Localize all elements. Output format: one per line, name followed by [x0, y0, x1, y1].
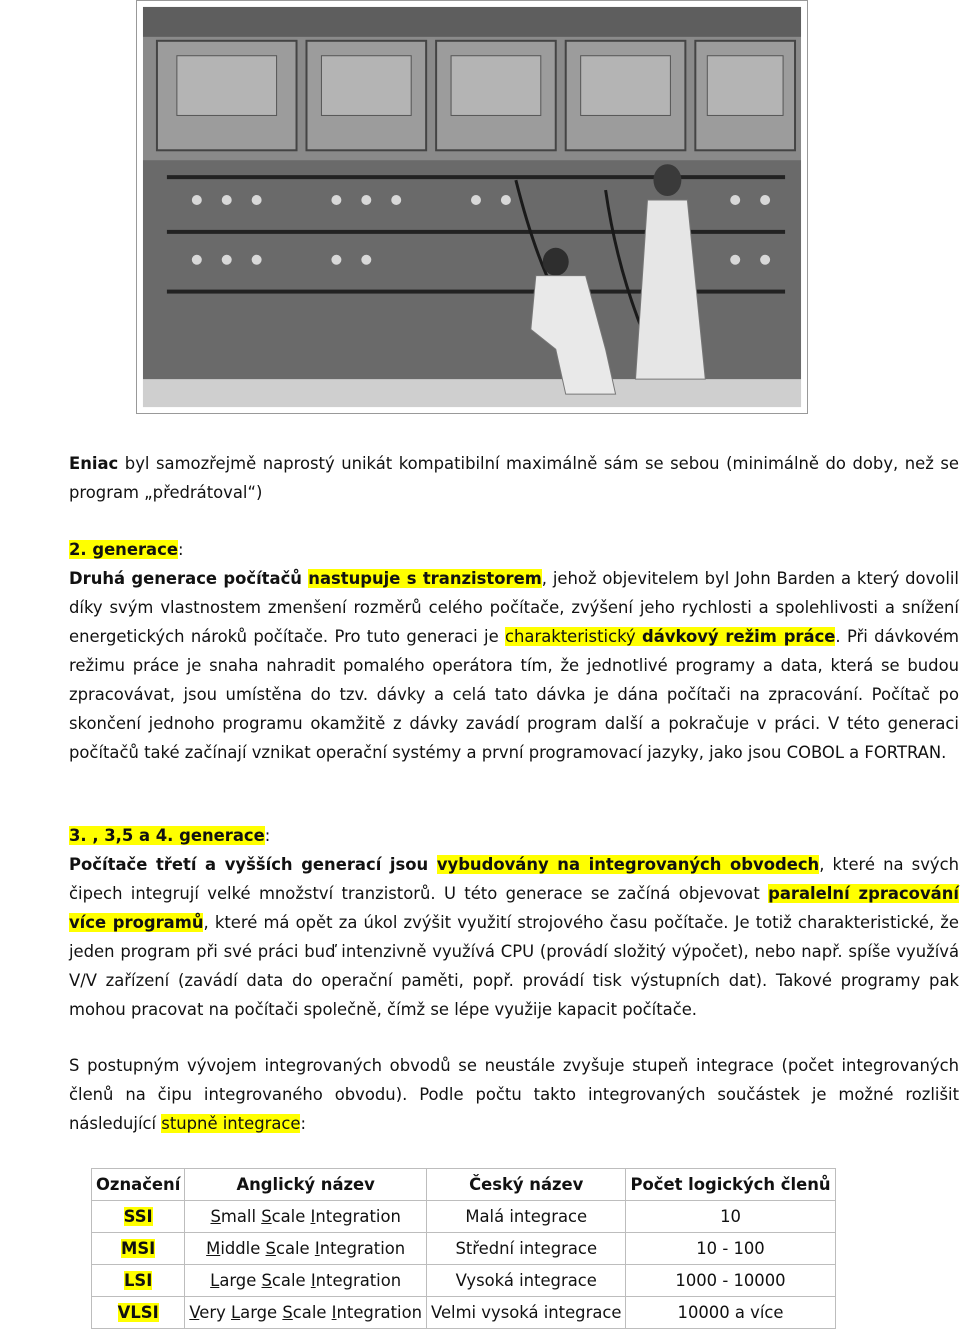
en-word: cale	[292, 1303, 332, 1322]
gen2-paragraph	[69, 564, 959, 767]
table-header-row	[92, 1169, 836, 1201]
en-letter: S	[282, 1303, 293, 1322]
abbr-lsi: LSI	[123, 1271, 153, 1290]
header-count: Počet logických členů	[626, 1169, 835, 1201]
table-row	[92, 1233, 836, 1265]
gen3-text-1: , které na svých čipech integrují velké množství tranzistorů. U této generace se začíná objevovat	[69, 855, 959, 903]
header-czech: Český název	[427, 1169, 626, 1201]
en-letter: I	[331, 1303, 337, 1322]
abbr-ssi: SSI	[123, 1207, 153, 1226]
header-abbr: Označení	[92, 1169, 185, 1201]
en-word: cale	[275, 1239, 315, 1258]
en-letter: I	[310, 1207, 316, 1226]
gen3-heading	[69, 821, 959, 850]
gen2-text-1: , jehož objevitelem byl John Barden a který dovolil díky svým vlastnostem zmenšení rozměrů celého počítače, zvýšení jeho rychlosti a spolehlivosti a snížení energetických nároků počítače. Pro tuto generaci je	[69, 569, 959, 646]
eniac-paragraph	[69, 449, 959, 507]
eniac-text: byl samozřejmě naprostý unikát kompatibilní maximálně sám se sebou (minimálně do doby, než se program „předrátoval“)	[69, 454, 959, 502]
cell-english	[185, 1297, 427, 1329]
integration-text: S postupným vývojem integrovaných obvodů se neustále zvyšuje stupeň integrace (počet integrovaných členů na čipu integrovaného obvodu). Podle počtu takto integrovaných součástek je možné rozlišit následující	[69, 1056, 959, 1133]
en-letter: S	[265, 1239, 276, 1258]
en-letter: I	[314, 1239, 320, 1258]
en-letter: L	[231, 1303, 241, 1322]
en-word: mall	[220, 1207, 262, 1226]
en-word: ntegration	[336, 1303, 422, 1322]
cell-english	[185, 1265, 427, 1297]
table-row	[92, 1201, 836, 1233]
cell-abbr	[92, 1233, 185, 1265]
integration-colon: :	[300, 1114, 307, 1133]
en-word: arge	[219, 1271, 262, 1290]
gen2-highlight-transistor: nastupuje s tranzistorem	[308, 569, 542, 588]
en-word: ntegration	[319, 1239, 406, 1258]
gen2-highlight-characteristic: charakteristický	[505, 627, 643, 646]
gen2-heading	[69, 535, 959, 564]
en-letter: S	[261, 1271, 272, 1290]
eniac-term: Eniac	[69, 454, 119, 473]
gen2-text-2: . Při dávkovém režimu práce je snaha nahradit pomalého operátora tím, že jednotlivé programy a data, která se budou zpracovávat, jsou umístěna do tzv. dávky a celá tato dávka je dána počítači na zpracování. Počítač po skončení jednoho programu okamžitě z dávky zavádí program další a pokračuje v práci. V této generaci počítačů také začínají vznikat operační systémy a první programovací jazyky, jako jsou COBOL a FORTRAN.	[69, 627, 960, 762]
cell-count: 10 - 100	[626, 1233, 835, 1265]
gen2-bold-intro: Druhá generace počítačů	[69, 569, 309, 588]
integration-highlight: stupně integrace	[161, 1114, 301, 1133]
cell-abbr	[92, 1297, 185, 1329]
en-letter: I	[310, 1271, 316, 1290]
gen3-heading-label: 3. , 3,5 a 4. generace	[69, 826, 265, 845]
gen3-highlight-ic: vybudovány na integrovaných obvodech	[436, 855, 820, 874]
abbr-msi: MSI	[121, 1239, 156, 1258]
cell-czech: Malá integrace	[427, 1201, 626, 1233]
cell-english	[185, 1201, 427, 1233]
en-word: ntegration	[315, 1271, 402, 1290]
header-english: Anglický název	[185, 1169, 427, 1201]
gen3-paragraph	[69, 850, 959, 1024]
en-word: arge	[240, 1303, 283, 1322]
en-letter: M	[206, 1239, 221, 1258]
en-word: ntegration	[315, 1207, 401, 1226]
integration-table	[91, 1168, 836, 1329]
gen3-heading-colon: :	[264, 826, 271, 845]
cell-count: 1000 - 10000	[626, 1265, 835, 1297]
en-letter: L	[210, 1271, 220, 1290]
cell-count: 10	[626, 1201, 835, 1233]
abbr-vlsi: VLSI	[117, 1303, 159, 1322]
gen2-heading-colon: :	[177, 540, 184, 559]
cell-english	[185, 1233, 427, 1265]
cell-count: 10000 a více	[626, 1297, 835, 1329]
en-letter: S	[210, 1207, 221, 1226]
en-word: ery	[199, 1303, 232, 1322]
gen2-heading-label: 2. generace	[69, 540, 178, 559]
cell-abbr	[92, 1201, 185, 1233]
en-word: cale	[271, 1271, 311, 1290]
en-word: cale	[271, 1207, 311, 1226]
cell-czech: Velmi vysoká integrace	[427, 1297, 626, 1329]
cell-abbr	[92, 1265, 185, 1297]
en-letter: S	[261, 1207, 272, 1226]
gen3-highlight-parallel: paralelní zpracování více programů	[69, 884, 959, 932]
gen3-text-2: , které má opět za úkol zvýšit využití strojového času počítače. Je totiž charakteristické, že jeden program při své práci buď intenzivně využívá CPU (provádí složitý výpočet), nebo např. spíše využívá V/V zařízení (zavádí data do operační paměti, popř. provádí tisk výstupních dat). Takové programy pak mohou pracovat na počítači společně, čímž se lépe využije kapacit počítače.	[69, 913, 959, 1019]
en-word: iddle	[220, 1239, 266, 1258]
integration-paragraph	[69, 1051, 959, 1138]
table-row	[92, 1265, 836, 1297]
cell-czech: Vysoká integrace	[427, 1265, 626, 1297]
table-row	[92, 1297, 836, 1329]
eniac-photo-icon	[137, 1, 807, 413]
cell-czech: Střední integrace	[427, 1233, 626, 1265]
gen3-bold-intro: Počítače třetí a vyšších generací jsou	[69, 855, 437, 874]
eniac-photo	[136, 0, 808, 414]
gen2-highlight-batch-mode: dávkový režim práce	[642, 627, 836, 646]
en-letter: V	[189, 1303, 200, 1322]
